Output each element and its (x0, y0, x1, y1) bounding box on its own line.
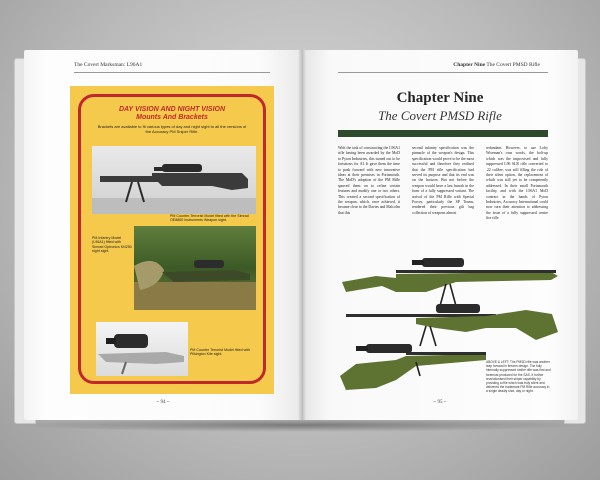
plate-title: DAY VISION AND NIGHT VISION (118, 106, 226, 113)
chapter-number: Chapter Nine (396, 90, 484, 106)
plate-caption-middle: PM Infantry Model (L96A1) fitted with Simrad Optronics KN250 night sight. (92, 236, 132, 254)
body-column-2: second infantry specification was the pinnacle of the weapon's design. This specification would prove to be the most successful and therefore they realised that the PM rifle specification had served its purpose and that its end was on the horizon. But not before the weapon would have a last hurrah in the form of a fully suppressed variant. The arrival of the PM Rifle with Special Forces, particularly the SP Teams, rendered their previous gilt bag collection of weapons almost (412, 146, 474, 215)
running-head-title: The Covert PMSD Rifle (486, 62, 540, 68)
chapter-divider-bar (338, 130, 548, 137)
left-header-rule (74, 72, 270, 73)
rifle-photo-infantry-night-sight (134, 226, 256, 310)
right-page-number: ~ 95 ~ (433, 400, 447, 405)
body-column-1: With the task of constructing the L96A1 rifle having been awarded by the MoD to Pyton Industries, this turned out to be fortuitous for AI. It gave them the time to push forward with new innovative ideas at their premises in Portsmouth. The MoD's adoption of the PM Rifle spurred them on to refine certain features and modify one or two others. This created a second specification of the weapon, which, once achieved, it became clear to the Davies and Malcolm that this (338, 146, 400, 215)
right-running-head (453, 62, 540, 68)
plate-caption-bottom: PM Counter Terrorist Model fitted with Pilkington Kite sight. (190, 348, 251, 357)
plate-intro-text: Brackets are available to fit various types of day and night sight to all the versions of the Accuracy PM Sniper Rifle. (97, 124, 247, 134)
chapter-title: The Covert PMSD Rifle (378, 108, 502, 123)
book-gutter (298, 50, 306, 420)
rifle-image-bottom (340, 344, 486, 390)
rifle-caption: ABOVE & LEFT: The PMSD rifle was another leap forward in firearm design. The fully internally suppressed rimfire rifle was first and foremost produced for the SAS. It further revolutionised their sniper capability by providing a rifle which was truly silent and delivered the trademark PM Rifle accuracy in a single deadly shot, day or night. (486, 360, 551, 394)
left-page (24, 50, 302, 420)
plate-caption-top: PM Counter-Terrorist Model fitted with the Simrad OE8860 Instruments Weapon sight. (170, 214, 249, 223)
open-book (14, 48, 586, 426)
sight-brackets-plate (70, 86, 274, 394)
body-column-3: redundant. However, to use Lofty Wiseman's own words, the bolt-up which was the improvised and fully suppressed L96 SLR rifle converted to .22 calibre, was still filling the role of their silent option, the replacement of which was still yet to be competently addressed. In their small Portsmouth facility, and with the L96A1 MoD contract in the hands of Pyton Industries, Accuracy International could now turn their attention to addressing the issue of a fully suppressed centre fire rifle (486, 146, 548, 221)
rifle-photo-counter-terrorist (92, 146, 256, 214)
rifle-image-middle (346, 304, 558, 346)
rifle-image-top (342, 258, 558, 306)
plate-subtitle: Mounts And Brackets (136, 114, 208, 121)
left-running-head: The Covert Marksman: L96A1 (74, 62, 143, 68)
rifle-photo-pilkington-kite (96, 322, 188, 376)
right-page (302, 50, 578, 420)
right-header-rule (338, 72, 548, 73)
left-page-number: ~ 94 ~ (156, 400, 170, 405)
running-head-chapter: Chapter Nine (453, 62, 486, 68)
